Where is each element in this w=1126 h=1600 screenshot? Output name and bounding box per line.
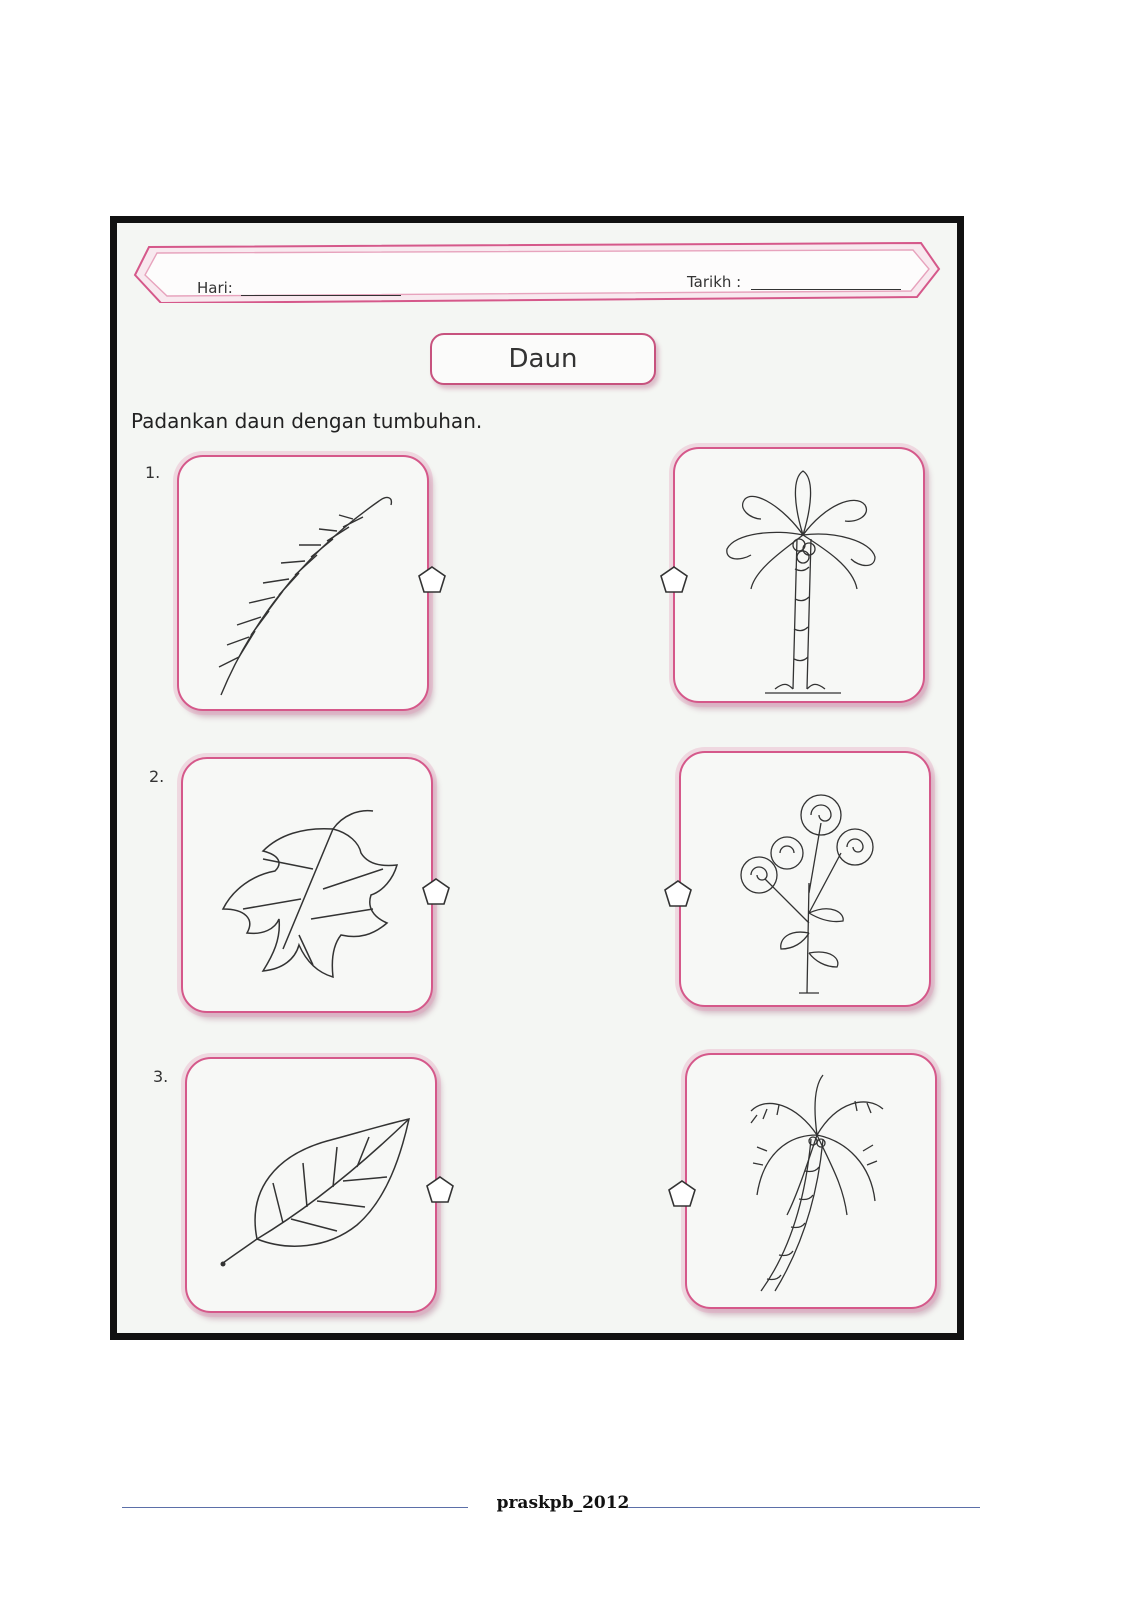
- match-dot-plant-1[interactable]: [657, 563, 691, 597]
- match-dot-plant-2[interactable]: [661, 877, 695, 911]
- item-number-1: 1.: [145, 463, 161, 482]
- plant-card-1[interactable]: [673, 447, 925, 703]
- match-dot-leaf-2[interactable]: [419, 875, 453, 909]
- papaya-tree-icon: [675, 449, 927, 705]
- hari-input-line[interactable]: [241, 295, 401, 296]
- plant-card-3[interactable]: [685, 1053, 937, 1309]
- leaf-card-2[interactable]: [181, 757, 433, 1013]
- match-dot-plant-3[interactable]: [665, 1177, 699, 1211]
- coconut-palm-icon: [687, 1055, 939, 1311]
- worksheet-frame: [110, 216, 964, 1340]
- instruction-text: Padankan daun dengan tumbuhan.: [131, 409, 483, 433]
- lobed-leaf-icon: [183, 759, 435, 1015]
- plant-card-2[interactable]: [679, 751, 931, 1007]
- leaf-card-1[interactable]: [177, 455, 429, 711]
- header-ribbon: [131, 241, 943, 303]
- tarikh-label: Tarikh :: [687, 273, 742, 291]
- item-number-2: 2.: [149, 767, 165, 786]
- leaf-card-3[interactable]: [185, 1057, 437, 1313]
- simple-leaf-icon: [187, 1059, 439, 1315]
- hari-label: Hari:: [197, 279, 233, 297]
- rose-plant-icon: [681, 753, 933, 1009]
- match-dot-leaf-1[interactable]: [415, 563, 449, 597]
- item-number-3: 3.: [153, 1067, 169, 1086]
- match-dot-leaf-3[interactable]: [423, 1173, 457, 1207]
- footer-text: praskpb_2012: [496, 1493, 630, 1513]
- page-title: Daun: [430, 333, 656, 385]
- palm-frond-leaf-icon: [179, 457, 431, 713]
- tarikh-input-line[interactable]: [751, 289, 901, 290]
